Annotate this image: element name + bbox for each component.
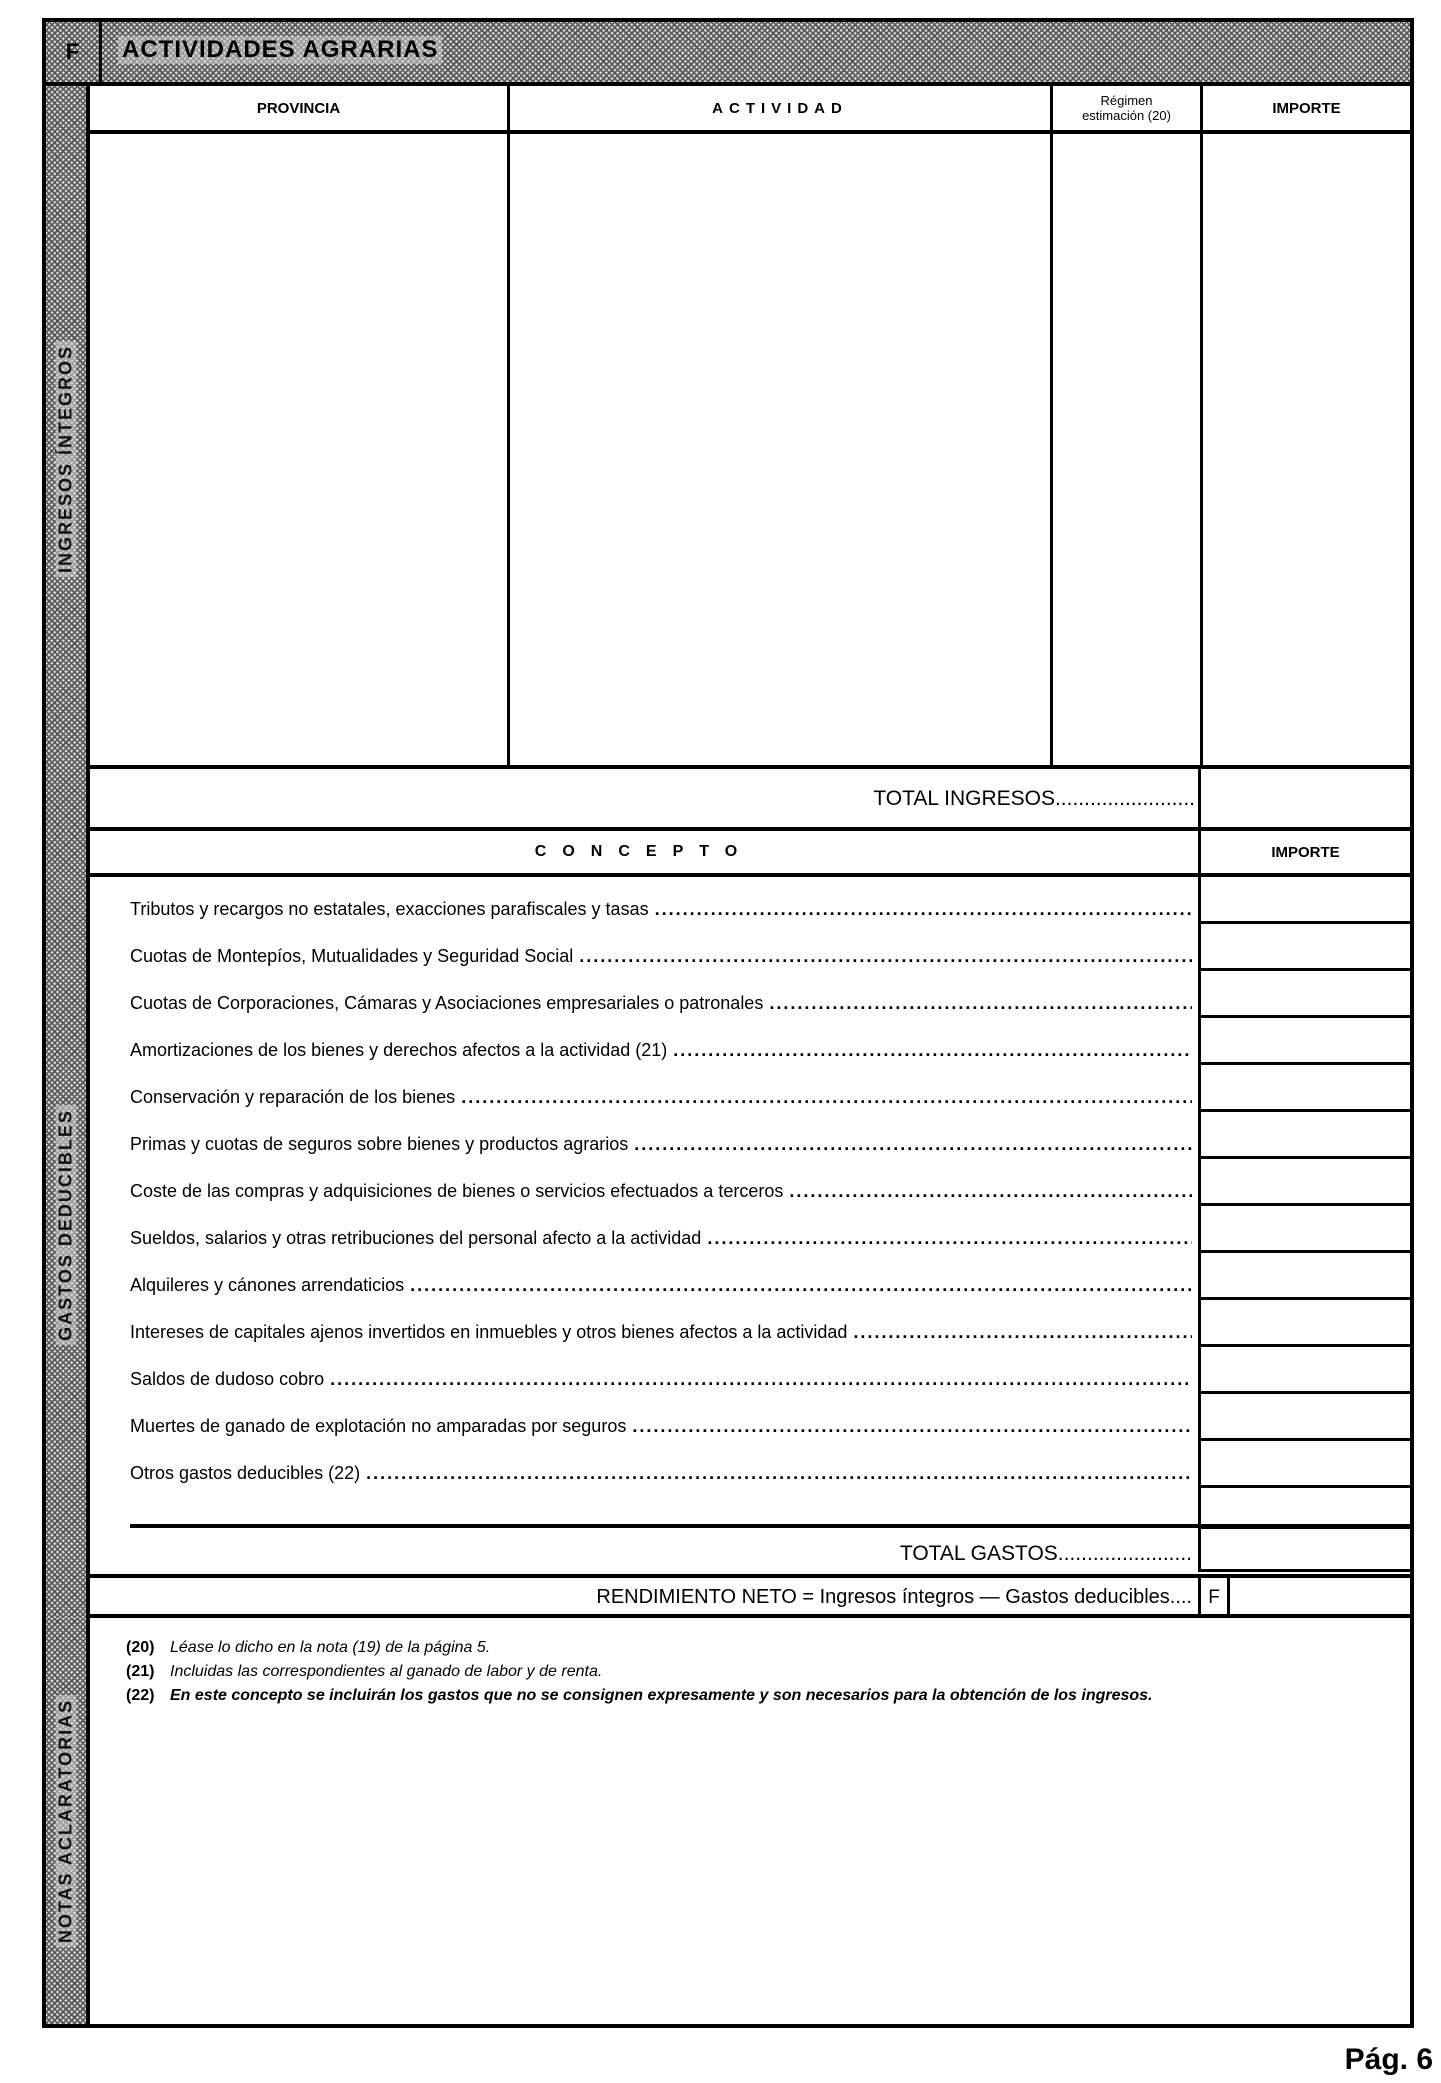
- side-label-gastos: GASTOS DEDUCIBLES: [56, 1105, 77, 1345]
- importe-field[interactable]: [1201, 1159, 1410, 1206]
- note-item: (20) Léase lo dicho en la nota (19) de la página 5.: [126, 1639, 491, 1656]
- gasto-item: Coste de las compras y adquisiciones de bienes o servicios efectuados a terceros .....: [130, 1159, 1192, 1206]
- tax-form-page: [42, 18, 1414, 2028]
- gasto-item: Cuotas de Montepíos, Mutualidades y Seguridad Social .....: [130, 924, 1192, 971]
- importe-field[interactable]: [1201, 1394, 1410, 1441]
- importe-field[interactable]: [1201, 1065, 1410, 1112]
- header-regimen: [1053, 86, 1200, 134]
- rendimiento-neto-label: RENDIMIENTO NETO = Ingresos íntegros — Gastos deducibles....: [596, 1586, 1192, 1608]
- leader-dots: [579, 946, 1192, 967]
- gastos-list: [130, 877, 1192, 1488]
- ingresos-section: [90, 86, 1410, 831]
- total-ingresos-field[interactable]: [1198, 769, 1410, 827]
- leader-dots: [461, 1087, 1192, 1108]
- gastos-importe-column: [1198, 877, 1410, 1542]
- leader-dots: [410, 1275, 1192, 1296]
- ingresos-table: [90, 86, 1410, 827]
- importe-field[interactable]: [1201, 1347, 1410, 1394]
- header-provincia: PROVINCIA: [90, 86, 507, 134]
- header-importe: IMPORTE: [1203, 86, 1410, 134]
- side-label-notas: NOTAS ACLARATORIAS: [56, 1695, 77, 1947]
- column-importe: [1203, 86, 1410, 827]
- rendimiento-code: F: [1198, 1578, 1230, 1618]
- actividad-input-area[interactable]: [510, 134, 1050, 765]
- side-band-ingresos: [46, 86, 90, 831]
- importe-field[interactable]: [1201, 1112, 1410, 1159]
- importe-field[interactable]: [1201, 877, 1410, 924]
- section-letter: F: [46, 22, 102, 82]
- gasto-item: Tributos y recargos no estatales, exacciones parafiscales y tasas .....: [130, 877, 1192, 924]
- note-item: (21) Incluidas las correspondientes al ganado de labor y de renta.: [126, 1663, 603, 1680]
- rendimiento-neto-field[interactable]: [1230, 1578, 1410, 1618]
- leader-dots: [769, 993, 1192, 1014]
- leader-dots: [673, 1040, 1192, 1061]
- leader-dots: [707, 1228, 1192, 1249]
- note-item: (22) En este concepto se incluirán los gastos que no se consignen expresamente y son necesarios para la obtención de los ingresos.: [126, 1687, 1153, 1704]
- gasto-item: Amortizaciones de los bienes y derechos afectos a la actividad (21) .....: [130, 1018, 1192, 1065]
- leader-dots: [632, 1416, 1192, 1437]
- section-title: ACTIVIDADES AGRARIAS: [118, 36, 442, 64]
- total-gastos-row: [90, 1542, 1410, 1574]
- side-band-gastos: [46, 831, 90, 1618]
- regimen-input-area[interactable]: [1053, 134, 1200, 765]
- column-regimen: [1053, 86, 1203, 827]
- importe-field[interactable]: [1201, 924, 1410, 971]
- header-importe-gastos: IMPORTE: [1198, 831, 1410, 873]
- importe-field[interactable]: [1201, 1300, 1410, 1347]
- divider: [1198, 1528, 1410, 1529]
- header-regimen-line2: estimación (20): [1082, 108, 1171, 123]
- leader-dots: [634, 1134, 1192, 1155]
- total-gastos-field[interactable]: [1198, 1542, 1410, 1572]
- importe-field[interactable]: [1201, 1206, 1410, 1253]
- provincia-input-area[interactable]: [90, 134, 507, 765]
- total-ingresos-label: TOTAL INGRESOS........................: [873, 787, 1195, 810]
- gasto-item: Primas y cuotas de seguros sobre bienes y productos agrarios .....: [130, 1112, 1192, 1159]
- total-ingresos-row: [90, 765, 1410, 827]
- importe-input-area[interactable]: [1203, 134, 1410, 765]
- column-actividad: [510, 86, 1053, 827]
- leader-dots: [366, 1463, 1192, 1484]
- gasto-item: Intereses de capitales ajenos invertidos en inmuebles y otros bienes afectos a la actividad .....: [130, 1300, 1192, 1347]
- section-header: [46, 22, 1410, 86]
- side-band-notas: [46, 1618, 90, 2024]
- gastos-header: [90, 831, 1410, 877]
- total-gastos-label: TOTAL GASTOS.......................: [899, 1542, 1192, 1565]
- gastos-section: [90, 831, 1410, 1618]
- importe-field[interactable]: [1201, 1253, 1410, 1300]
- side-label-ingresos: INGRESOS ÍNTEGROS: [56, 340, 77, 576]
- gasto-item: Alquileres y cánones arrendaticios .....: [130, 1253, 1192, 1300]
- page-number: Pág. 6: [1344, 2043, 1433, 2076]
- notes-list: [126, 1636, 1390, 1708]
- gasto-item: Cuotas de Corporaciones, Cámaras y Asociaciones empresariales o patronales .....: [130, 971, 1192, 1018]
- leader-dots: [330, 1369, 1192, 1390]
- gasto-item: Otros gastos deducibles (22) .....: [130, 1441, 1192, 1488]
- rendimiento-neto-row: [90, 1574, 1410, 1618]
- importe-field[interactable]: [1201, 971, 1410, 1018]
- gasto-item: Sueldos, salarios y otras retribuciones del personal afecto a la actividad .....: [130, 1206, 1192, 1253]
- leader-dots: [789, 1181, 1192, 1202]
- gasto-item: Muertes de ganado de explotación no amparadas por seguros .....: [130, 1394, 1192, 1441]
- column-provincia: [90, 86, 510, 827]
- gasto-item: Conservación y reparación de los bienes .....: [130, 1065, 1192, 1112]
- header-actividad: ACTIVIDAD: [510, 86, 1050, 134]
- importe-field[interactable]: [1201, 1018, 1410, 1065]
- notas-section: [90, 1618, 1410, 2024]
- leader-dots: [853, 1322, 1192, 1343]
- header-concepto: CONCEPTO: [534, 843, 754, 860]
- leader-dots: [655, 899, 1192, 920]
- gasto-item: Saldos de dudoso cobro .....: [130, 1347, 1192, 1394]
- importe-field[interactable]: [1201, 1441, 1410, 1488]
- header-regimen-line1: Régimen: [1100, 93, 1153, 108]
